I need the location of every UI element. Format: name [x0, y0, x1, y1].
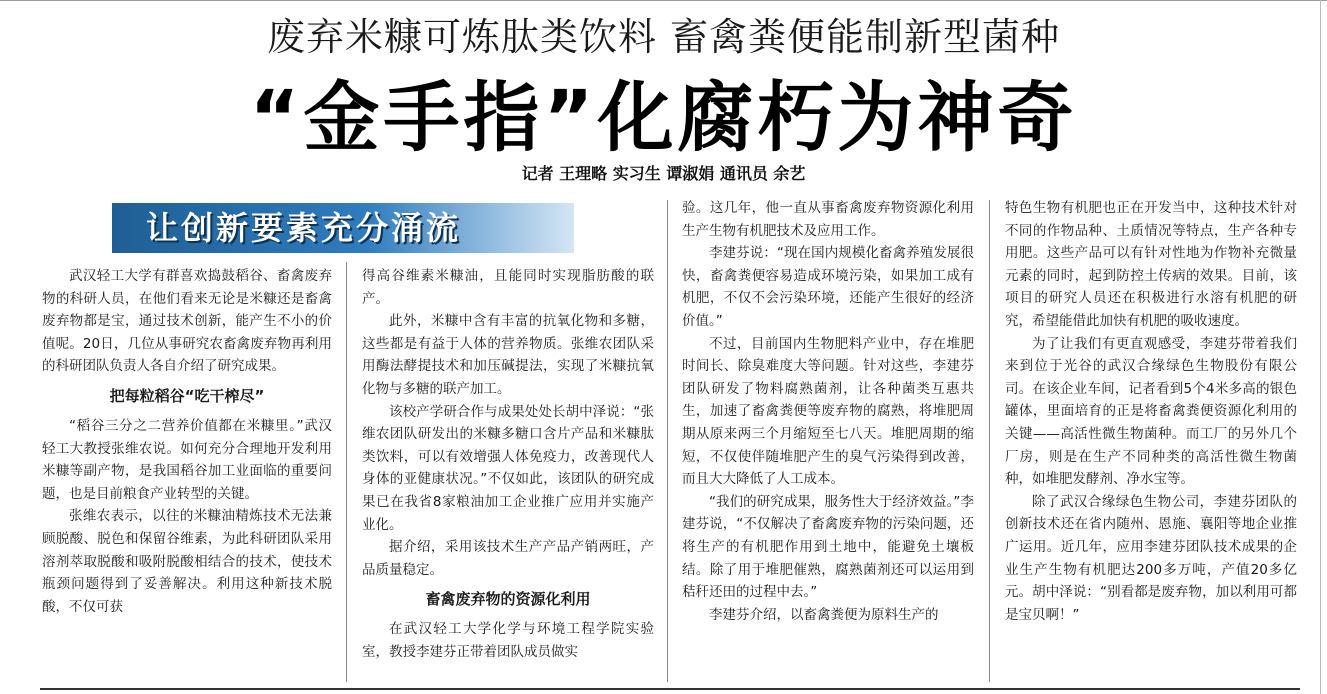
- paragraph: 李建芬说：“现在国内规模化畜禽养殖发展很快，畜禽粪便容易造成环境污染，如果加工成有机肥，不仅不会污染环境，还能产生很好的经济价值。”: [682, 245, 974, 329]
- section-banner-text: 让创新要素充分涌流: [146, 209, 462, 247]
- section-banner: [112, 203, 574, 253]
- paragraph: “我们的研究成果，服务性大于经济效益。”李建芬说，“不仅解决了畜禽废弃物的污染问题，还将生产的有机肥作用到土地中，能避免土壤板结。除了用于堆肥催熟，腐熟菌剂还可以运用到秸秆还田的过程中去。”: [682, 493, 974, 601]
- top-border: [0, 0, 1327, 1]
- paragraph: 在武汉轻工大学化学与环境工程学院实验室，教授李建芬正带着团队成员做实: [362, 621, 654, 660]
- paragraph: 此外，米糠中含有丰富的抗氧化物和多糖，这些都是有益于人体的营养物质。张维农团队采用酶法酵提技术和加压碱提法，实现了米糠抗氧化物与多糖的联产加工。: [362, 313, 654, 397]
- column-divider-2: [667, 200, 668, 682]
- article-subhead: 废弃米糠可炼肽类饮料 畜禽粪便能制新型菌种: [266, 15, 1061, 59]
- paragraph: 为了让我们有更直观感受，李建芬带着我们来到位于光谷的武汉合缘绿色生物股份有限公司。在该企业车间，记者看到5个4米多高的银色罐体，里面培育的正是将畜禽粪便资源化利用的关键——高活性微生物菌种。而工厂的另外几个厂房，则是在生产不同种类的高活性微生物菌种，如堆肥发酵剂、净水宝等。: [1005, 335, 1297, 488]
- paragraph: 张维农表示，以往的米糠油精炼技术无法兼顾脱酸、脱色和保留谷维素，为此科研团队采用溶剂萃取脱酸和吸附脱酸相结合的技术，使技术瓶颈问题得到了妥善解决。利用这种新技术脱酸，不仅可获: [42, 508, 332, 615]
- article-column-1: [42, 265, 332, 618]
- paragraph: 除了武汉合缘绿色生物公司，李建芬团队的创新技术还在省内随州、恩施、襄阳等地企业推广运用。近几年，应用李建芬团队技术成果的企业生产生物有机肥达200多万吨，产值20多亿元。胡中泽说：“别看都是废弃物，加以利用可都是宝贝啊！”: [1005, 493, 1297, 623]
- bottom-rule: [40, 688, 1300, 690]
- article-column-4: [1005, 197, 1297, 626]
- paragraph: 不过，目前国内生物肥料产业中，存在堆肥时间长、除臭难度大等问题。针对这些，李建芬团队研发了物料腐熟菌剂，让各种菌类互惠共生，加速了畜禽粪便等废弃物的腐熟，将堆肥周期从原来两三个月缩短至七八天。堆肥周期的缩短，不仅使伴随堆肥产生的臭气污染得到改善，而且大大降低了人工成本。: [682, 335, 974, 488]
- article-headline: “金手指”化腐朽为神奇: [249, 73, 1078, 162]
- section-heading: 把每粒稻谷“吃干榨尽”: [109, 386, 265, 405]
- article-column-2: [362, 265, 654, 664]
- paragraph: 据介绍，采用该技术生产产品产销两旺，产品质量稳定。: [362, 539, 654, 578]
- paragraph: 武汉轻工大学有群喜欢捣鼓稻谷、畜禽废弃物的科研人员，在他们看来无论是米糠还是畜禽废弃物都是宝，通过技术创新，能产生不小的价值呢。20日，几位从事研究农畜禽废弃物再利用的科研团队负责人各自介绍了研究成果。: [42, 268, 332, 375]
- paragraph: “稻谷三分之二营养价值都在米糠里。”武汉轻工大教授张维农说。如何充分合理地开发利用米糠等副产物，是我国稻谷加工业面临的重要问题，也是目前粮食产业转型的关键。: [42, 417, 332, 502]
- paragraph: 特色生物有机肥也正在开发当中，这种技术针对不同的作物品种、土质情况等特点，生产各种专用肥。这些产品可以有针对性地为作物补充微量元素的同时，起到防控土传病的效果。目前，该项目的研究人员还在积极进行水溶有机肥的研究，希望能借此加快有机肥的吸收速度。: [1005, 200, 1297, 329]
- paragraph: 得高谷维素米糠油，且能同时实现脂肪酸的联产。: [362, 268, 654, 307]
- paragraph: 验。这几年，他一直从事畜禽废弃物资源化利用生产生物有机肥技术及应用工作。: [682, 200, 974, 239]
- article-byline: 记者 王理略 实习生 谭淑娟 通讯员 余艺: [521, 164, 806, 183]
- column-divider-3: [989, 200, 990, 682]
- column-divider-1: [346, 262, 347, 682]
- article-column-3: [682, 197, 974, 626]
- section-heading: 畜禽废弃物的资源化利用: [425, 590, 591, 609]
- paragraph: 该校产学研合作与成果处处长胡中泽说：“张维农团队研发出的米糠多糖口含片产品和米糠肽类饮料，可以有效增强人体免疫力，改善现代人身体的亚健康状况。”不仅如此，该团队的研究成果已在我省8家粮油加工企业推广应用并实施产业化。: [362, 403, 654, 533]
- paragraph: 李建芬介绍，以畜禽粪便为原料生产的: [709, 606, 939, 623]
